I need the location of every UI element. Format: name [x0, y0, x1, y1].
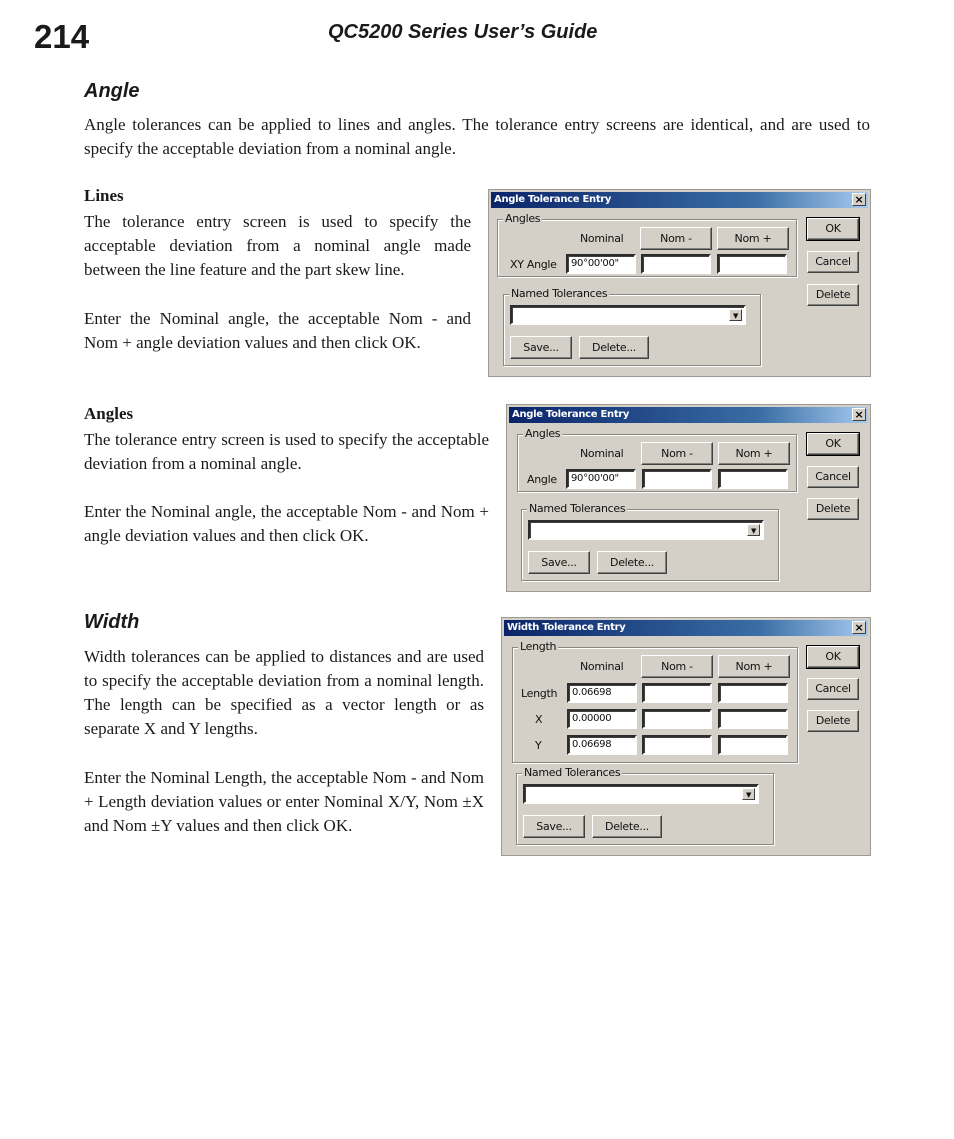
- cancel-button[interactable]: Cancel: [807, 678, 859, 700]
- angles-group: [517, 427, 797, 492]
- nom-plus-button[interactable]: Nom +: [718, 655, 790, 678]
- width-para-1: Width tolerances can be applied to distances and are used to specify the acceptable deviation from a nominal length. The length can be specified as a vector length or as separate X and Y lengths.: [84, 647, 484, 738]
- angles-group: [497, 212, 797, 277]
- angle-intro: Angle tolerances can be applied to lines and angles. The tolerance entry screens are identical, and are used to specify the acceptable deviation from a nominal angle.: [84, 115, 870, 158]
- y-nominal-input[interactable]: 0.06698: [567, 735, 637, 755]
- y-nom-minus-input[interactable]: [642, 735, 712, 755]
- x-nom-plus-input[interactable]: [718, 709, 788, 729]
- close-icon[interactable]: ×: [852, 621, 866, 634]
- nom-plus-button[interactable]: Nom +: [718, 442, 790, 465]
- row-label: XY Angle: [510, 258, 557, 271]
- nom-minus-input[interactable]: [642, 469, 712, 489]
- save-button[interactable]: Save...: [528, 551, 590, 574]
- length-nominal-input[interactable]: 0.06698: [567, 683, 637, 703]
- angle-tolerance-dialog-lines: [488, 189, 871, 377]
- nom-plus-input[interactable]: [717, 254, 787, 274]
- dialog-title: Width Tolerance Entry: [507, 622, 626, 633]
- nom-minus-input[interactable]: [641, 254, 711, 274]
- delete-button[interactable]: Delete: [807, 710, 859, 732]
- x-nom-minus-input[interactable]: [642, 709, 712, 729]
- row-label-x: X: [535, 713, 543, 726]
- delete-named-button[interactable]: Delete...: [597, 551, 667, 574]
- length-nom-minus-input[interactable]: [642, 683, 712, 703]
- lines-para-1: The tolerance entry screen is used to specify the acceptable deviation from a nominal angle made between the line feature and the part skew line.: [84, 212, 471, 279]
- row-label: Angle: [527, 473, 557, 486]
- cancel-button[interactable]: Cancel: [807, 251, 859, 273]
- named-tolerances-select[interactable]: [528, 520, 764, 540]
- col-nominal: Nominal: [580, 447, 624, 460]
- running-head: QC5200 Series User’s Guide: [328, 21, 598, 43]
- dialog-titlebar: [491, 192, 868, 208]
- nom-minus-button[interactable]: Nom -: [641, 442, 713, 465]
- section-heading-angle: Angle: [84, 80, 140, 102]
- angles-para-1: The tolerance entry screen is used to specify the acceptable deviation from a nominal angle.: [84, 430, 489, 473]
- dialog-title: Angle Tolerance Entry: [494, 194, 612, 205]
- width-para-2: Enter the Nominal Length, the acceptable Nom - and Nom + Length deviation values or enter Nominal X/Y, Nom ±X and Nom ±Y values and then click OK.: [84, 768, 484, 835]
- nom-plus-input[interactable]: [718, 469, 788, 489]
- y-nom-plus-input[interactable]: [718, 735, 788, 755]
- group-label: Length: [520, 640, 557, 653]
- named-tolerances-group: [516, 766, 774, 845]
- delete-button[interactable]: Delete: [807, 284, 859, 306]
- nom-plus-button[interactable]: Nom +: [717, 227, 789, 250]
- delete-named-button[interactable]: Delete...: [592, 815, 662, 838]
- group-label: Angles: [505, 212, 541, 225]
- nominal-input[interactable]: 90°00'00": [566, 254, 636, 274]
- chevron-down-icon[interactable]: ▼: [747, 524, 760, 536]
- ok-button[interactable]: OK: [807, 433, 859, 455]
- subheading-angles: Angles: [84, 404, 134, 423]
- angle-tolerance-dialog-angles: [506, 404, 871, 592]
- ok-button[interactable]: OK: [807, 218, 859, 240]
- page-number: 214: [34, 18, 90, 55]
- section-heading-width: Width: [84, 611, 140, 633]
- chevron-down-icon[interactable]: ▼: [742, 788, 755, 800]
- close-icon[interactable]: ×: [852, 193, 866, 206]
- group-label: Named Tolerances: [524, 766, 621, 779]
- delete-button[interactable]: Delete: [807, 498, 859, 520]
- angles-para-2: Enter the Nominal angle, the acceptable Nom - and Nom + angle deviation values and then click OK.: [84, 502, 489, 545]
- dialog-titlebar: [509, 407, 868, 423]
- group-label: Angles: [525, 427, 561, 440]
- nominal-input[interactable]: 90°00'00": [566, 469, 636, 489]
- row-label-length: Length: [521, 687, 558, 700]
- group-label: Named Tolerances: [511, 287, 608, 300]
- length-group: [512, 640, 798, 763]
- named-tolerances-group: [521, 502, 779, 581]
- close-icon[interactable]: ×: [852, 408, 866, 421]
- x-nominal-input[interactable]: 0.00000: [567, 709, 637, 729]
- length-nom-plus-input[interactable]: [718, 683, 788, 703]
- nom-minus-button[interactable]: Nom -: [641, 655, 713, 678]
- width-tolerance-dialog: [501, 617, 871, 856]
- cancel-button[interactable]: Cancel: [807, 466, 859, 488]
- save-button[interactable]: Save...: [523, 815, 585, 838]
- subheading-lines: Lines: [84, 186, 124, 205]
- ok-button[interactable]: OK: [807, 646, 859, 668]
- save-button[interactable]: Save...: [510, 336, 572, 359]
- col-nominal: Nominal: [580, 660, 624, 673]
- group-label: Named Tolerances: [529, 502, 626, 515]
- chevron-down-icon[interactable]: ▼: [729, 309, 742, 321]
- col-nominal: Nominal: [580, 232, 624, 245]
- row-label-y: Y: [535, 739, 542, 752]
- named-tolerances-group: [503, 287, 761, 366]
- lines-para-2: Enter the Nominal angle, the acceptable Nom - and Nom + angle deviation values and then click OK.: [84, 309, 471, 352]
- dialog-titlebar: [504, 620, 868, 636]
- dialog-title: Angle Tolerance Entry: [512, 409, 630, 420]
- named-tolerances-select[interactable]: [523, 784, 759, 804]
- delete-named-button[interactable]: Delete...: [579, 336, 649, 359]
- nom-minus-button[interactable]: Nom -: [640, 227, 712, 250]
- named-tolerances-select[interactable]: [510, 305, 746, 325]
